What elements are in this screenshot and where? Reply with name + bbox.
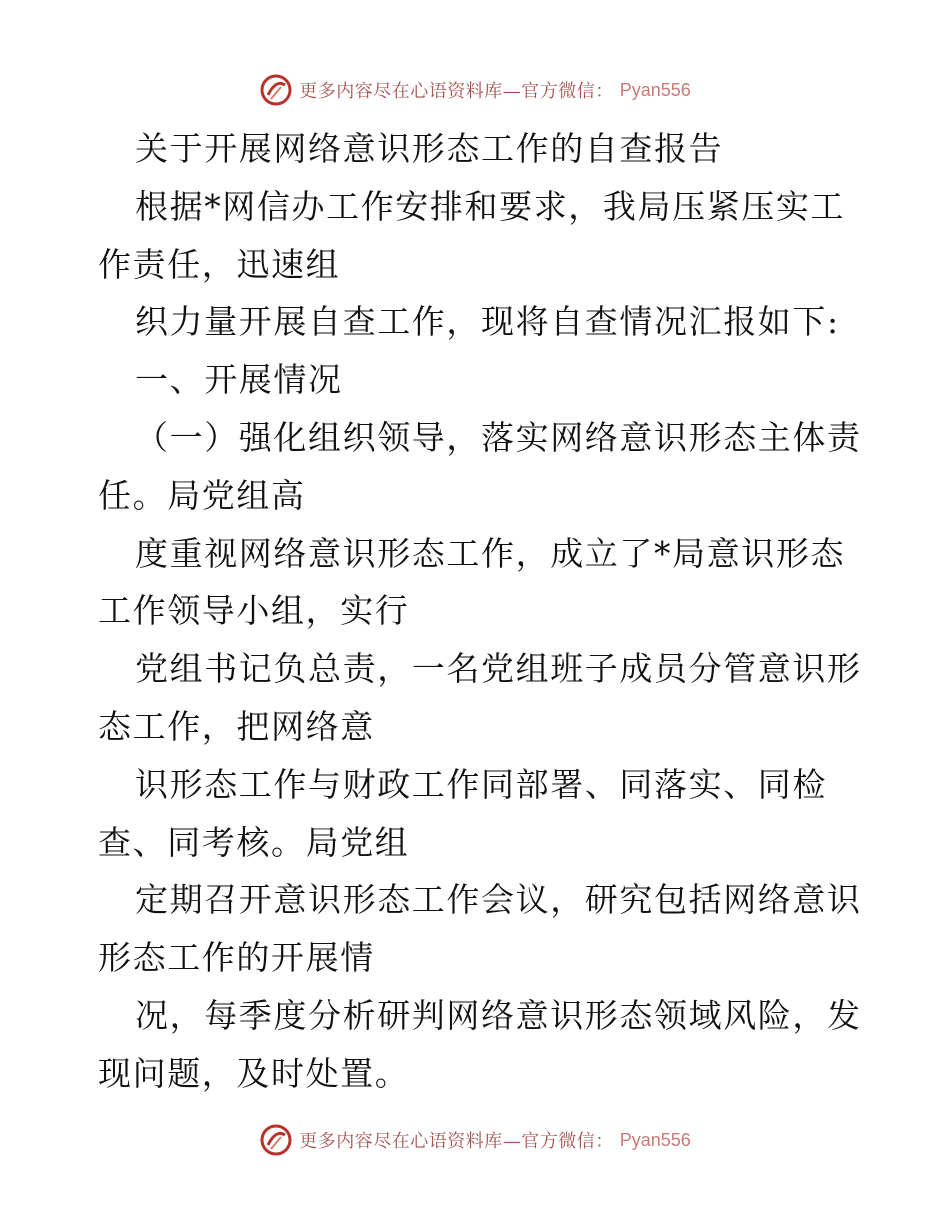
watermark-text: 更多内容尽在心语资料库—官方微信： <box>299 81 614 102</box>
document-line: 识形态工作与财政工作同部署、同落实、同检 <box>135 764 827 804</box>
watermark-text: 更多内容尽在心语资料库—官方微信： <box>299 1131 614 1152</box>
document-line: 一、开展情况 <box>135 360 343 400</box>
document-line: 定期召开意识形态工作会议，研究包括网络意识 <box>135 880 862 920</box>
document-line: 作责任，迅速组 <box>98 244 341 284</box>
header-watermark <box>0 70 950 110</box>
document-line: 织力量开展自查工作，现将自查情况汇报如下: <box>135 302 840 342</box>
document-line: 现问题，及时处置。 <box>98 1053 410 1093</box>
document-line: 关于开展网络意识形态工作的自查报告 <box>135 129 724 168</box>
document-line: 形态工作的开展情 <box>98 938 375 978</box>
document-line: 查、同考核。局党组 <box>98 822 410 862</box>
document-line: 任。局党组高 <box>98 475 306 515</box>
document-line: （一）强化组织领导，落实网络意识形态主体责 <box>135 417 862 457</box>
document-line: 根据*网信办工作安排和要求，我局压紧压实工 <box>135 186 846 226</box>
document-line: 况，每季度分析研判网络意识形态领域风险，发 <box>135 995 862 1035</box>
logo-icon <box>259 1123 293 1157</box>
watermark-id: Pyan556 <box>619 1129 691 1150</box>
document-line: 度重视网络意识形态工作，成立了*局意识形态 <box>135 533 846 573</box>
logo-icon <box>259 73 293 107</box>
document-body <box>98 120 862 1103</box>
document-line: 工作领导小组，实行 <box>98 591 410 631</box>
footer-watermark <box>0 1120 950 1160</box>
watermark-id: Pyan556 <box>619 79 691 100</box>
document-line: 党组书记负总责，一名党组班子成员分管意识形 <box>135 649 862 689</box>
document-line: 态工作，把网络意 <box>98 706 375 746</box>
